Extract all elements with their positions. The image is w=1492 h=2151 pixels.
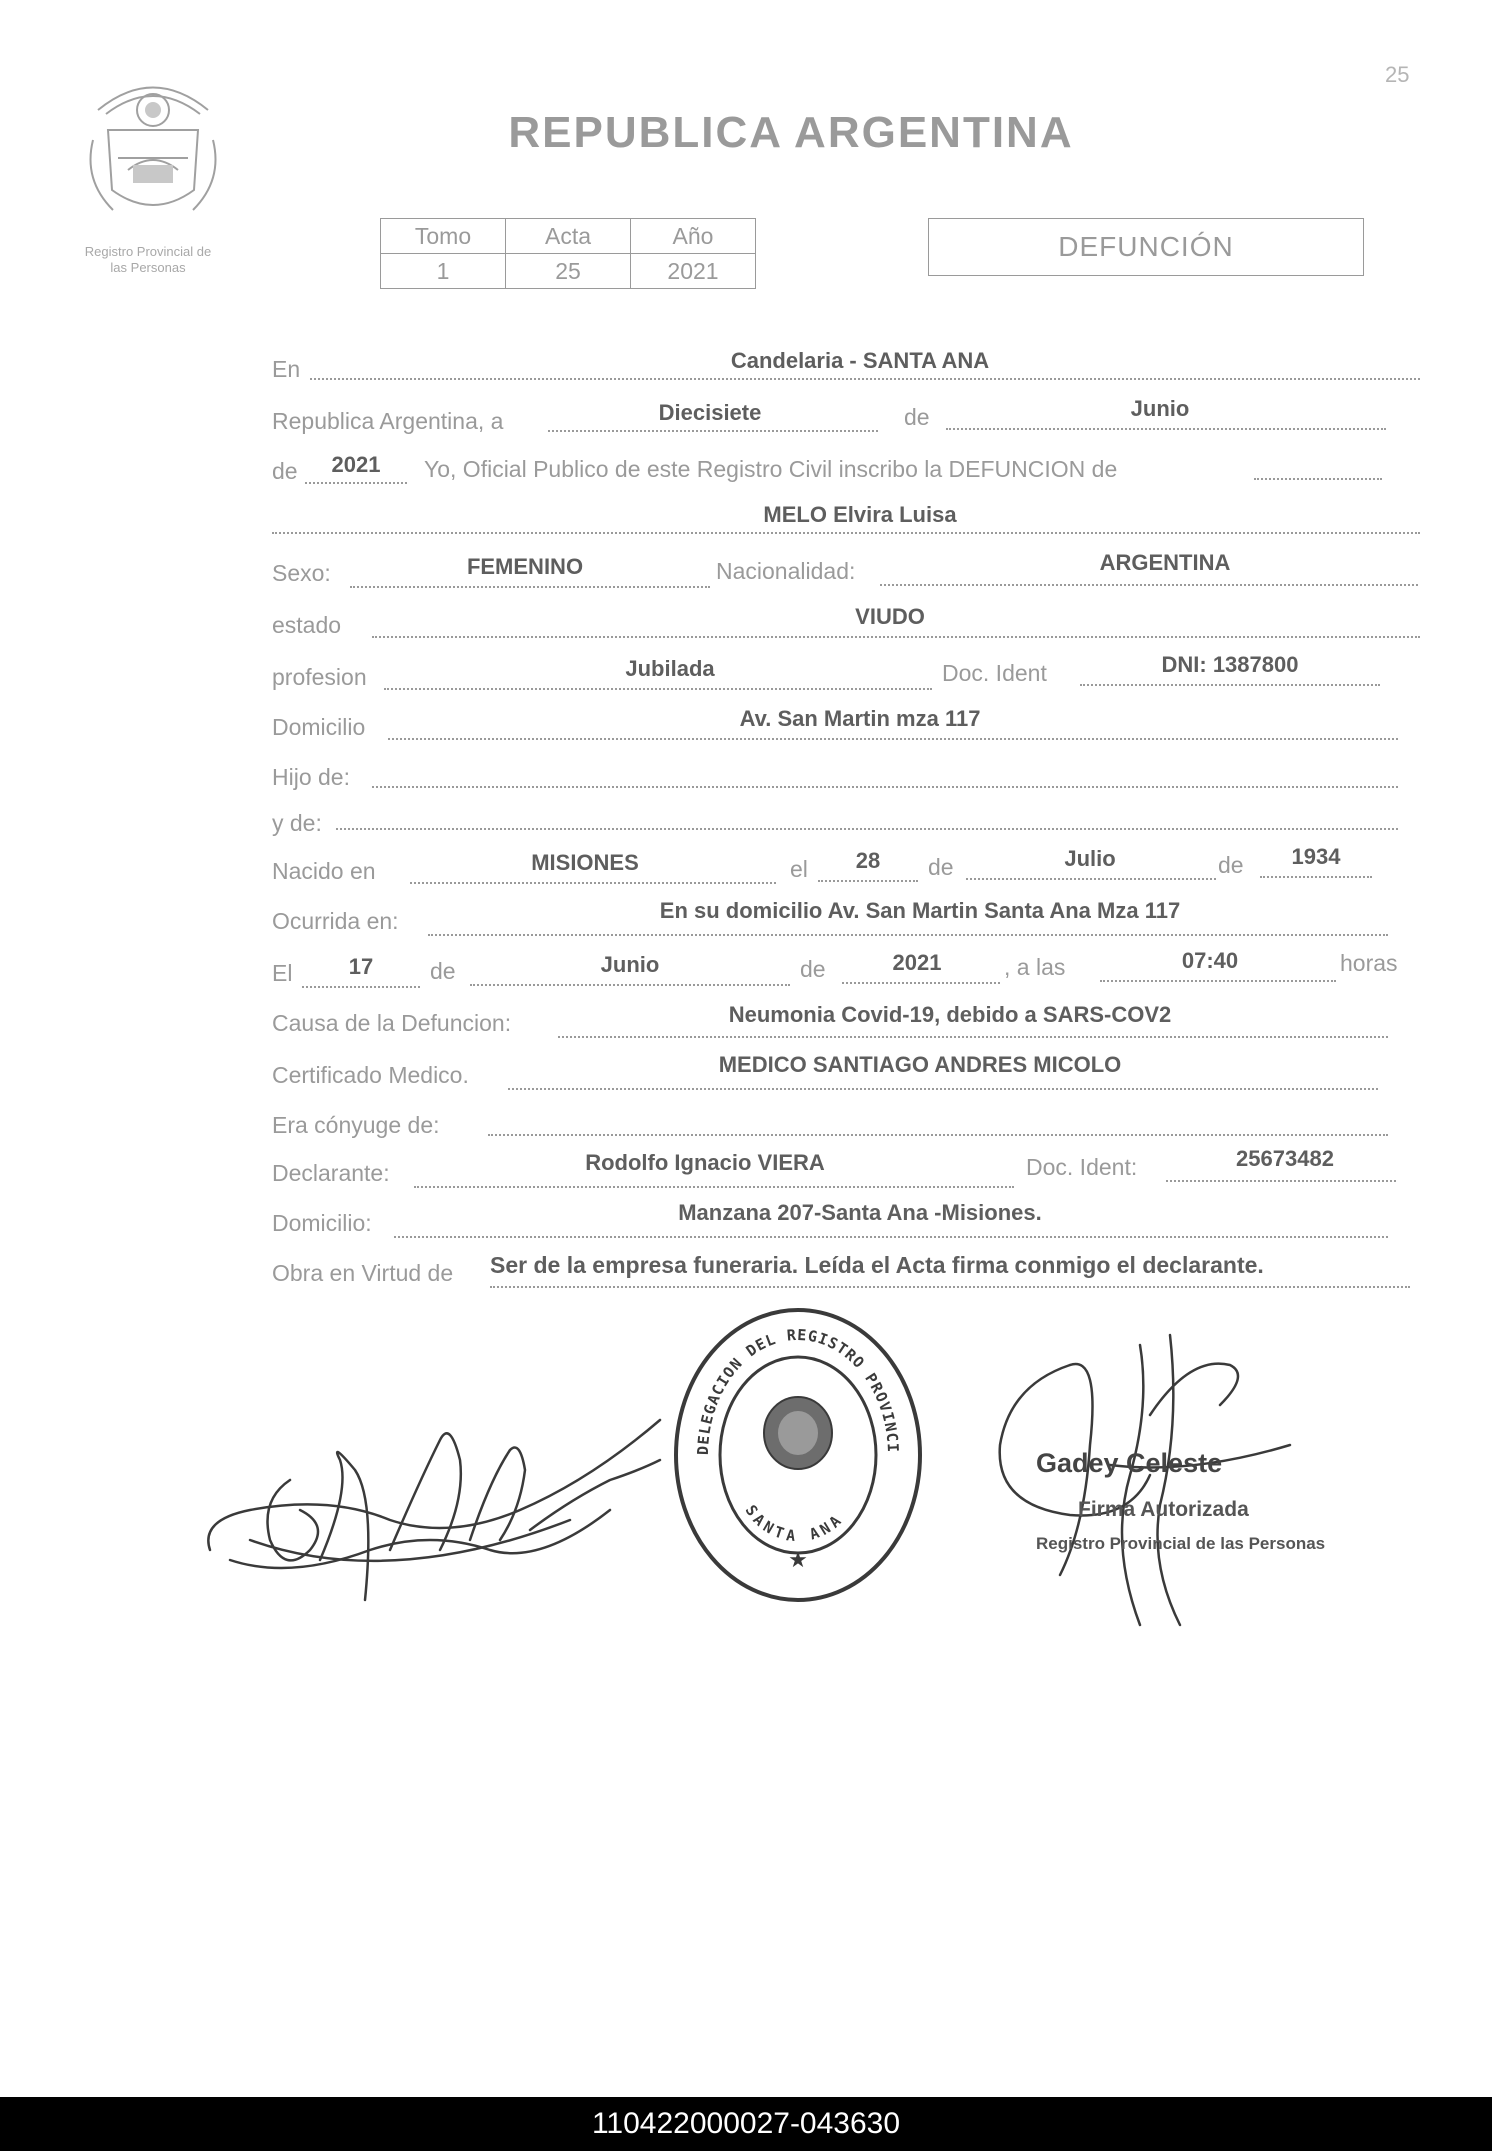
stamp-name: Gadey Celeste [1036, 1448, 1223, 1478]
dots-anio [305, 482, 407, 484]
field-def-anio: 2021 [892, 950, 942, 975]
dots-hijo-de [372, 786, 1398, 788]
label-sexo: Sexo: [272, 560, 331, 586]
dots-estado [372, 636, 1420, 638]
label-en: En [272, 356, 301, 382]
field-lugar: Candelaria - SANTA ANA [730, 348, 990, 373]
label-declarante: Declarante: [272, 1160, 390, 1186]
dots-ocurrida-en [428, 934, 1388, 936]
dots-declarante [414, 1186, 1014, 1188]
register-value-row [381, 254, 756, 289]
register-value-tomo: 1 [381, 254, 506, 289]
label-el-1: el [790, 856, 808, 882]
dots-nombre [272, 532, 1420, 534]
dots-nacido-en [410, 882, 776, 884]
dots-mes [946, 428, 1386, 430]
declarante-signature-icon [190, 1400, 690, 1610]
field-obra-virtud: Ser de la empresa funeraria. Leída el Acta firma conmigo el declarante. [490, 1252, 1264, 1278]
label-doc-ident-2: Doc. Ident: [1026, 1154, 1138, 1180]
label-horas: horas [1340, 950, 1398, 976]
crest-caption-line1: Registro Provincial de [84, 244, 212, 259]
field-nacionalidad: ARGENTINA [1099, 550, 1231, 575]
field-doc-ident: DNI: 1387800 [1161, 652, 1299, 677]
label-El: El [272, 960, 293, 986]
label-de-3: de [928, 854, 954, 880]
register-header-tomo: Tomo [381, 219, 506, 254]
stamp-institution: Registro Provincial de las Personas [1036, 1534, 1326, 1553]
dots-hora [1100, 980, 1336, 982]
dots-nacionalidad [880, 584, 1418, 586]
register-header-acta: Acta [506, 219, 631, 254]
field-domicilio: Av. San Martin mza 117 [739, 706, 981, 731]
dots-obra [490, 1286, 1410, 1288]
label-yo-oficial: Yo, Oficial Publico de este Registro Civil inscribo la DEFUNCION de [424, 456, 1118, 482]
register-value-anio: 2021 [631, 254, 756, 289]
dots-doc-ident [1080, 684, 1380, 686]
field-nac-mes: Julio [1064, 846, 1116, 871]
register-table [380, 218, 756, 289]
stamp-title: Firma Autorizada [1078, 1498, 1249, 1521]
dots-domicilio [388, 738, 1398, 740]
field-declarante-doc: 25673482 [1236, 1146, 1334, 1171]
field-nacido-en: MISIONES [531, 850, 639, 875]
field-declarante: Rodolfo Ignacio VIERA [585, 1150, 825, 1175]
dots-conyuge [488, 1134, 1388, 1136]
field-declarante-domicilio: Manzana 207-Santa Ana -Misiones. [678, 1200, 1042, 1225]
dots-def-mes [470, 984, 790, 986]
dots-def-anio [842, 982, 1000, 984]
label-conyuge: Era cónyuge de: [272, 1112, 440, 1138]
dots-def-dia [302, 986, 420, 988]
dots-y-de [336, 828, 1398, 830]
label-profesion: profesion [272, 664, 367, 690]
field-hora: 07:40 [1181, 948, 1239, 973]
field-estado: VIUDO [855, 604, 925, 629]
dots-yo-oficial [1254, 478, 1382, 480]
field-dia-letras: Diecisiete [658, 400, 762, 425]
dots-sexo [350, 586, 710, 588]
label-de-2: de [272, 458, 298, 484]
dots-causa [558, 1036, 1388, 1038]
label-causa: Causa de la Defuncion: [272, 1010, 512, 1036]
label-de-1: de [904, 404, 930, 430]
field-nac-dia: 28 [855, 848, 881, 873]
dots-certificado [508, 1088, 1378, 1090]
register-header-anio: Año [631, 219, 756, 254]
label-doc-ident: Doc. Ident [942, 660, 1047, 686]
label-de-6: de [800, 956, 826, 982]
field-profesion: Jubilada [625, 656, 715, 681]
label-hijo-de: Hijo de: [272, 764, 350, 790]
dots-nac-anio [1260, 876, 1372, 878]
page-title: REPUBLICA ARGENTINA [508, 108, 1074, 157]
field-certificado: MEDICO SANTIAGO ANDRES MICOLO [718, 1052, 1122, 1077]
field-nac-anio: 1934 [1291, 844, 1341, 869]
crest-caption [48, 244, 248, 276]
label-republica-a: Republica Argentina, a [272, 408, 504, 434]
field-def-mes: Junio [600, 952, 660, 977]
dots-lugar [310, 378, 1420, 380]
svg-text:★: ★ [788, 1547, 808, 1572]
delegation-seal-icon [668, 1305, 928, 1605]
label-ocurrida-en: Ocurrida en: [272, 908, 399, 934]
dots-declarante-domicilio [394, 1236, 1388, 1238]
label-certificado: Certificado Medico. [272, 1062, 469, 1088]
record-type-box: DEFUNCIÓN [928, 218, 1364, 276]
label-de-5: de [430, 958, 456, 984]
field-mes: Junio [1130, 396, 1190, 421]
dots-nac-mes [966, 878, 1216, 880]
label-domicilio-2: Domicilio: [272, 1210, 372, 1236]
footer-code: 110422000027-043630 [0, 2097, 1492, 2151]
label-de-4: de [1218, 852, 1244, 878]
dots-declarante-doc [1166, 1180, 1396, 1182]
label-estado: estado [272, 612, 342, 638]
label-nacionalidad: Nacionalidad: [716, 558, 856, 584]
field-causa: Neumonia Covid-19, debido a SARS-COV2 [728, 1002, 1172, 1027]
dots-dia [548, 430, 878, 432]
dots-profesion [384, 688, 932, 690]
register-header-row [381, 219, 756, 254]
label-a-las: , a las [1004, 954, 1066, 980]
crest-caption-line2: las Personas [110, 260, 186, 275]
official-signature-icon [990, 1325, 1410, 1645]
field-def-dia: 17 [348, 954, 374, 979]
dots-nac-dia [818, 880, 918, 882]
seal-ring-text: DELEGACION DEL REGISTRO PROVINCI [693, 1325, 903, 1456]
page-number: 25 [1385, 62, 1410, 87]
field-ocurrida-en: En su domicilio Av. San Martin Santa Ana Mza 117 [659, 898, 1181, 923]
label-obra: Obra en Virtud de [272, 1260, 454, 1286]
label-y-de: y de: [272, 810, 322, 836]
label-nacido-en: Nacido en [272, 858, 376, 884]
register-value-acta: 25 [506, 254, 631, 289]
field-nombre: MELO Elvira Luisa [763, 502, 957, 527]
field-sexo: FEMENINO [466, 554, 584, 579]
label-domicilio: Domicilio [272, 714, 366, 740]
seal-center-text: SANTA ANA [741, 1501, 848, 1546]
field-anio: 2021 [331, 452, 381, 477]
